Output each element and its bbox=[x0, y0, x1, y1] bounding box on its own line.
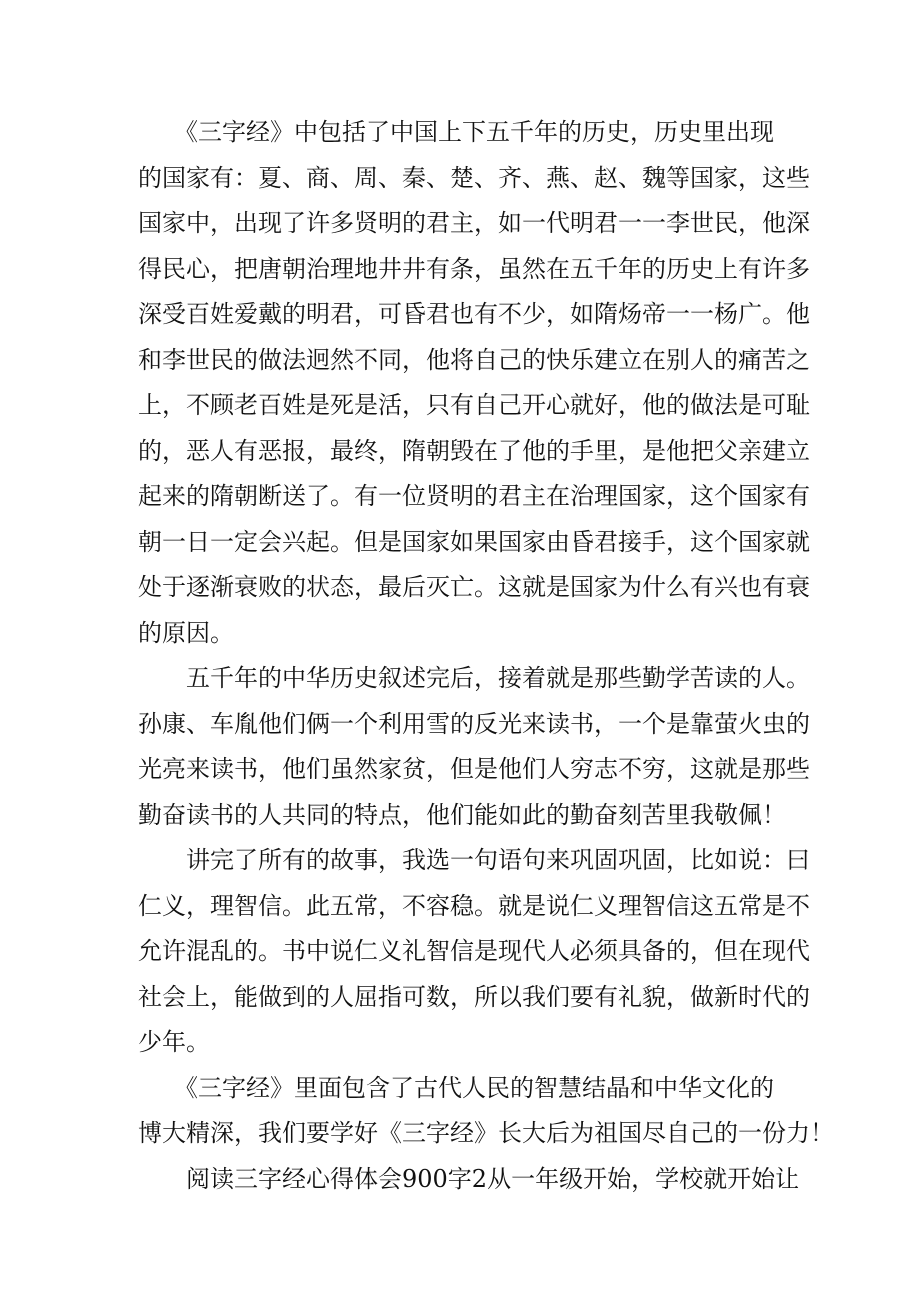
paragraph-diligent-study bbox=[138, 656, 810, 838]
text-line: 五千年的中华历史叙述完后，接着就是那些勤学苦读的人。 bbox=[138, 664, 810, 692]
text-line: 的国家有：夏、商、周、秦、楚、齐、燕、赵、魏等国家，这些 bbox=[138, 163, 810, 192]
text-line: 光亮来读书，他们虽然家贫，但是他们人穷志不穷，这就是那些 bbox=[138, 755, 810, 783]
text-line: 讲完了所有的故事，我选一句语句来巩固巩固，比如说：曰 bbox=[138, 846, 810, 874]
text-line: 上，不顾老百姓是死是活，只有自己开心就好，他的做法是可耻 bbox=[138, 391, 810, 419]
text-line: 勤奋读书的人共同的特点，他们能如此的勤奋刻苦里我敬佩！ bbox=[138, 800, 786, 829]
text-line: 国家中，出现了许多贤明的君主，如一代明君一一李世民，他深 bbox=[138, 209, 810, 237]
paragraph-five-virtues bbox=[138, 838, 810, 1066]
text-line: 得民心，把唐朝治理地井井有条，虽然在五千年的历史上有许多 bbox=[138, 254, 810, 283]
text-line: 社会上，能做到的人屈指可数，所以我们要有礼貌，做新时代的 bbox=[138, 982, 810, 1011]
text-line: 少年。 bbox=[138, 1028, 210, 1056]
text-line: 深受百姓爱戴的明君，可昏君也有不少，如隋炀帝一一杨广。他 bbox=[138, 300, 810, 328]
text-line: 和李世民的做法迥然不同，他将自己的快乐建立在别人的痛苦之 bbox=[138, 345, 810, 374]
text-line: 孙康、车胤他们俩一个利用雪的反光来读书，一个是靠萤火虫的 bbox=[138, 709, 810, 738]
paragraph-conclusion bbox=[138, 1066, 834, 1157]
text-line: 《三字经》里面包含了古代人民的智慧结晶和中华文化的 bbox=[138, 1073, 774, 1102]
text-line: 的，恶人有恶报，最终，隋朝毁在了他的手里，是他把父亲建立 bbox=[138, 436, 810, 465]
text-line: 朝一日一定会兴起。但是国家如果国家由昏君接手，这个国家就 bbox=[138, 527, 810, 556]
text-line: 《三字经》中包括了中国上下五千年的历史，历史里出现 bbox=[138, 118, 774, 146]
text-line: 仁义，理智信。此五常，不容稳。就是说仁义理智信这五常是不 bbox=[138, 891, 810, 920]
document-body bbox=[138, 110, 834, 1202]
text-line: 阅读三字经心得体会900字2从一年级开始，学校就开始让 bbox=[138, 1164, 800, 1193]
paragraph-history bbox=[138, 110, 810, 656]
text-line: 处于逐渐衰败的状态，最后灭亡。这就是国家为什么有兴也有衰 bbox=[138, 573, 810, 601]
text-line: 博大精深，我们要学好《三字经》长大后为祖国尽自己的一份力！ bbox=[138, 1119, 834, 1147]
text-line: 允许混乱的。书中说仁义礼智信是现代人必须具备的，但在现代 bbox=[138, 937, 810, 965]
paragraph-next-essay bbox=[138, 1157, 800, 1203]
text-line: 起来的隋朝断送了。有一位贤明的君主在治理国家，这个国家有 bbox=[138, 482, 810, 510]
text-line: 的原因。 bbox=[138, 618, 234, 647]
